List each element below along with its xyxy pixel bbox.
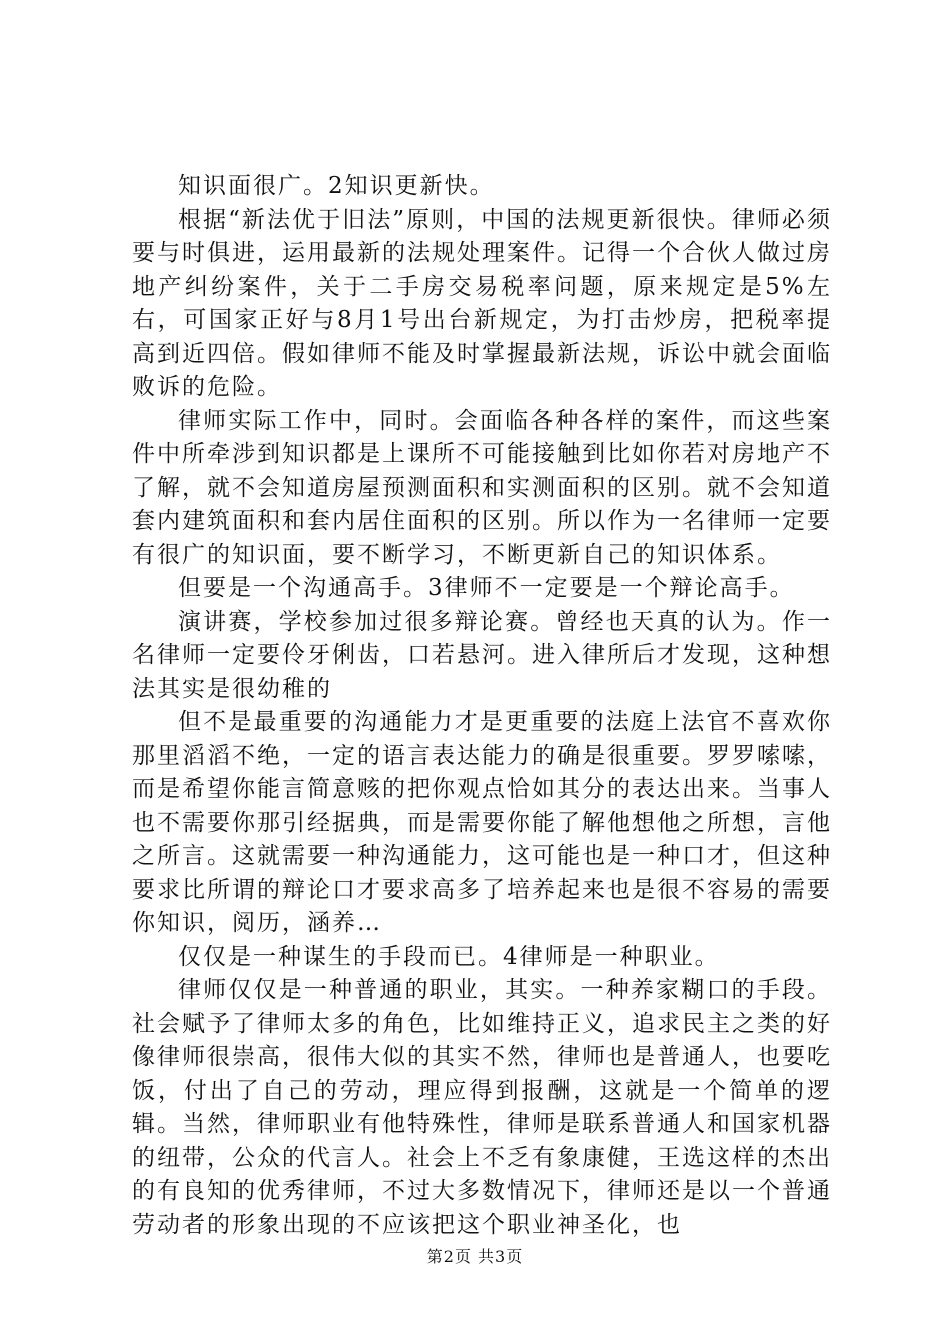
paragraph: 根据“新法优于旧法”原则，中国的法规更新很快。律师必须要与时俱进，运用最新的法规处理案件。记得一个合伙人做过房地产纠纷案件，关于二手房交易税率问题，原来规定是5%左右，可国家正好与8月1号出台新规定，为打击炒房，把税率提高到近四倍。假如律师不能及时掌握最新法规，诉讼中就会面临败诉的危险。 — [132, 206, 832, 400]
paragraph: 律师仅仅是一种普通的职业，其实。一种养家糊口的手段。社会赋予了律师太多的角色，比如维持正义，追求民主之类的好像律师很崇高，很伟大似的其实不然，律师也是普通人，也要吃饭，付出了自己的劳动，理应得到报酬，这就是一个简单的逻辑。当然，律师职业有他特殊性，律师是联系普通人和国家机器的纽带，公众的代言人。社会上不乏有象康健，王选这样的杰出的有良知的优秀律师，不过大多数情况下，律师还是以一个普通劳动者的形象出现的不应该把这个职业神圣化，也 — [132, 977, 832, 1238]
paragraph: 仅仅是一种谋生的手段而已。4律师是一种职业。 — [178, 943, 720, 970]
paragraph: 知识面很广。2知识更新快。 — [178, 173, 495, 199]
page-number-footer: 第2页 共3页 — [426, 1247, 524, 1266]
paragraph: 演讲赛，学校参加过很多辩论赛。曾经也天真的认为。作一名律师一定要伶牙俐齿，口若悬河。进入律所后才发现，这种想法其实是很幼稚的 — [132, 608, 832, 702]
paragraph: 但要是一个沟通高手。3律师不一定要是一个辩论高手。 — [178, 575, 795, 601]
paragraph: 律师实际工作中，同时。会面临各种各样的案件，而这些案件中所牵涉到知识都是上课所不可能接触到比如你若对房地产不了解，就不会知道房屋预测面积和实测面积的区别。就不会知道套内建筑面积和套内居住面积的区别。所以作为一名律师一定要有很广的知识面，要不断学习，不断更新自己的知识体系。 — [132, 407, 832, 568]
paragraph: 但不是最重要的沟通能力才是更重要的法庭上法官不喜欢你那里滔滔不绝，一定的语言表达能力的确是很重要。罗罗嗦嗦，而是希望你能言简意赅的把你观点恰如其分的表达出来。当事人也不需要你那引经据典，而是需要你能了解他想他之所想，言他之所言。这就需要一种沟通能力，这可能也是一种口才，但这种要求比所谓的辩论口才要求高多了培养起来也是很不容易的需要你知识，阅历，涵养… — [132, 709, 832, 936]
document-body — [132, 170, 832, 1242]
